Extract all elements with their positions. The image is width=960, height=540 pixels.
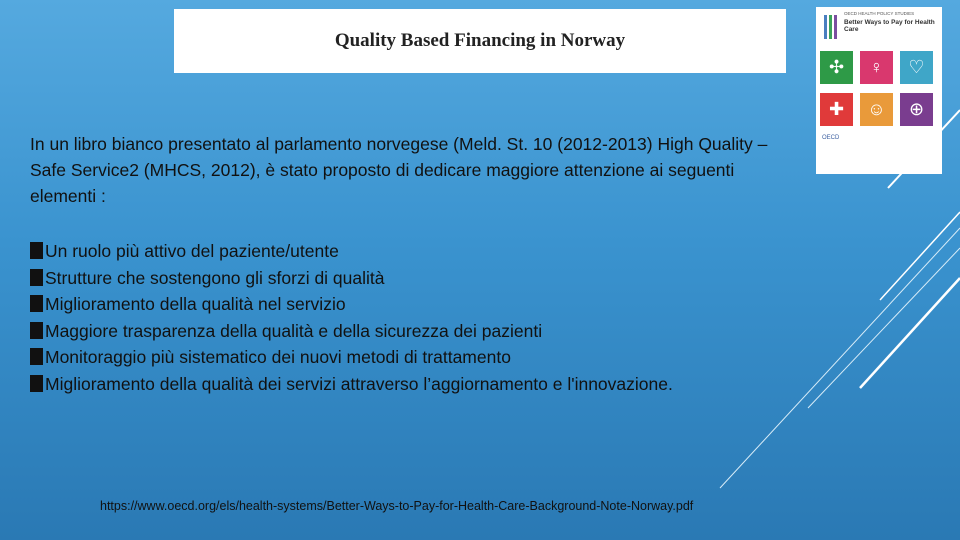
network-icon: ✣: [820, 51, 853, 84]
list-item: Un ruolo più attivo del paziente/utente: [30, 238, 770, 265]
list-item: Strutture che sostengono gli sforzi di qualità: [30, 265, 770, 292]
bullet-glyph: [30, 322, 43, 339]
slide-title-box: [174, 9, 786, 73]
bullet-glyph: [30, 348, 43, 365]
report-cover-image: [816, 7, 942, 174]
heartbeat-icon: ♡: [900, 51, 933, 84]
report-header: OECD HEALTH POLICY STUDIES: [844, 11, 915, 16]
family-icon: ☺: [860, 93, 893, 126]
list-item: Maggiore trasparenza della qualità e della sicurezza dei pazienti: [30, 318, 770, 345]
medical-cross-icon: ✚: [820, 93, 853, 126]
people-icon: ♀: [860, 51, 893, 84]
list-item: Monitoraggio più sistematico dei nuovi metodi di trattamento: [30, 344, 770, 371]
list-item: Miglioramento della qualità dei servizi attraverso l’aggiornamento e l'innovazione.: [30, 371, 770, 398]
source-link[interactable]: https://www.oecd.org/els/health-systems/Better-Ways-to-Pay-for-Health-Care-Background-Note-Norway.pdf: [100, 499, 694, 513]
report-publisher: OECD: [822, 135, 840, 141]
bullet-glyph: [30, 375, 43, 392]
report-title: Better Ways to Pay for Health Care: [844, 19, 935, 33]
oecd-logo-icon: [822, 13, 840, 41]
bullet-glyph: [30, 242, 43, 259]
slide-title: Quality Based Financing in Norway: [334, 30, 626, 51]
bullet-glyph: [30, 269, 43, 286]
list-item: Miglioramento della qualità nel servizio: [30, 291, 770, 318]
bullet-glyph: [30, 295, 43, 312]
ambulance-icon: ⊕: [900, 93, 933, 126]
intro-paragraph: In un libro bianco presentato al parlamento norvegese (Meld. St. 10 (2012-2013) High Quality – Safe Service2 (MHCS, 2012), è stato proposto di dedicare maggiore attenzione ai seguenti elementi :: [30, 134, 768, 206]
bullet-list: [30, 238, 770, 397]
